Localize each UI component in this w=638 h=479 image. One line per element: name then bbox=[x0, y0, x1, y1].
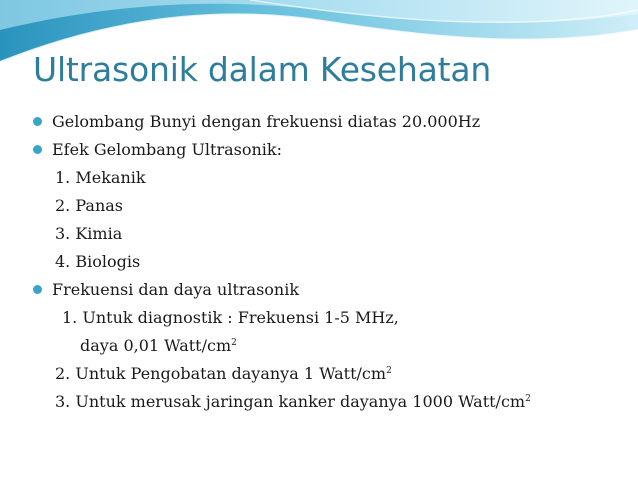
effect-item: 2. Panas bbox=[55, 196, 123, 215]
bullet-item bbox=[33, 108, 633, 136]
use-text: daya 0,01 Watt/cm bbox=[80, 336, 232, 355]
superscript: 2 bbox=[386, 366, 392, 376]
use-item-diagnostic-power bbox=[33, 332, 633, 360]
effect-item: 3. Kimia bbox=[55, 224, 123, 243]
effect-item: 1. Mekanik bbox=[55, 168, 146, 187]
slide-content bbox=[33, 108, 633, 416]
superscript: 2 bbox=[231, 338, 237, 348]
slide-title: Ultrasonik dalam Kesehatan bbox=[33, 50, 492, 89]
use-item-cancer bbox=[33, 388, 633, 416]
use-text: 2. Untuk Pengobatan dayanya 1 Watt/cm bbox=[55, 364, 387, 383]
bullet-text: Frekuensi dan daya ultrasonik bbox=[52, 280, 300, 299]
bullet-text: Gelombang Bunyi dengan frekuensi diatas 20.000Hz bbox=[52, 112, 481, 131]
use-item-diagnostic: 1. Untuk diagnostik : Frekuensi 1-5 MHz, bbox=[62, 308, 399, 327]
bullet-dot-icon bbox=[33, 117, 42, 126]
use-item-therapy bbox=[33, 360, 633, 388]
bullet-text: Efek Gelombang Ultrasonik: bbox=[52, 140, 283, 159]
bullet-dot-icon bbox=[33, 285, 42, 294]
bullet-item bbox=[33, 276, 633, 304]
superscript: 2 bbox=[525, 394, 531, 404]
effect-item: 4. Biologis bbox=[55, 252, 141, 271]
bullet-dot-icon bbox=[33, 145, 42, 154]
use-text: 3. Untuk merusak jaringan kanker dayanya 1000 Watt/cm bbox=[55, 392, 526, 411]
bullet-item bbox=[33, 136, 633, 164]
